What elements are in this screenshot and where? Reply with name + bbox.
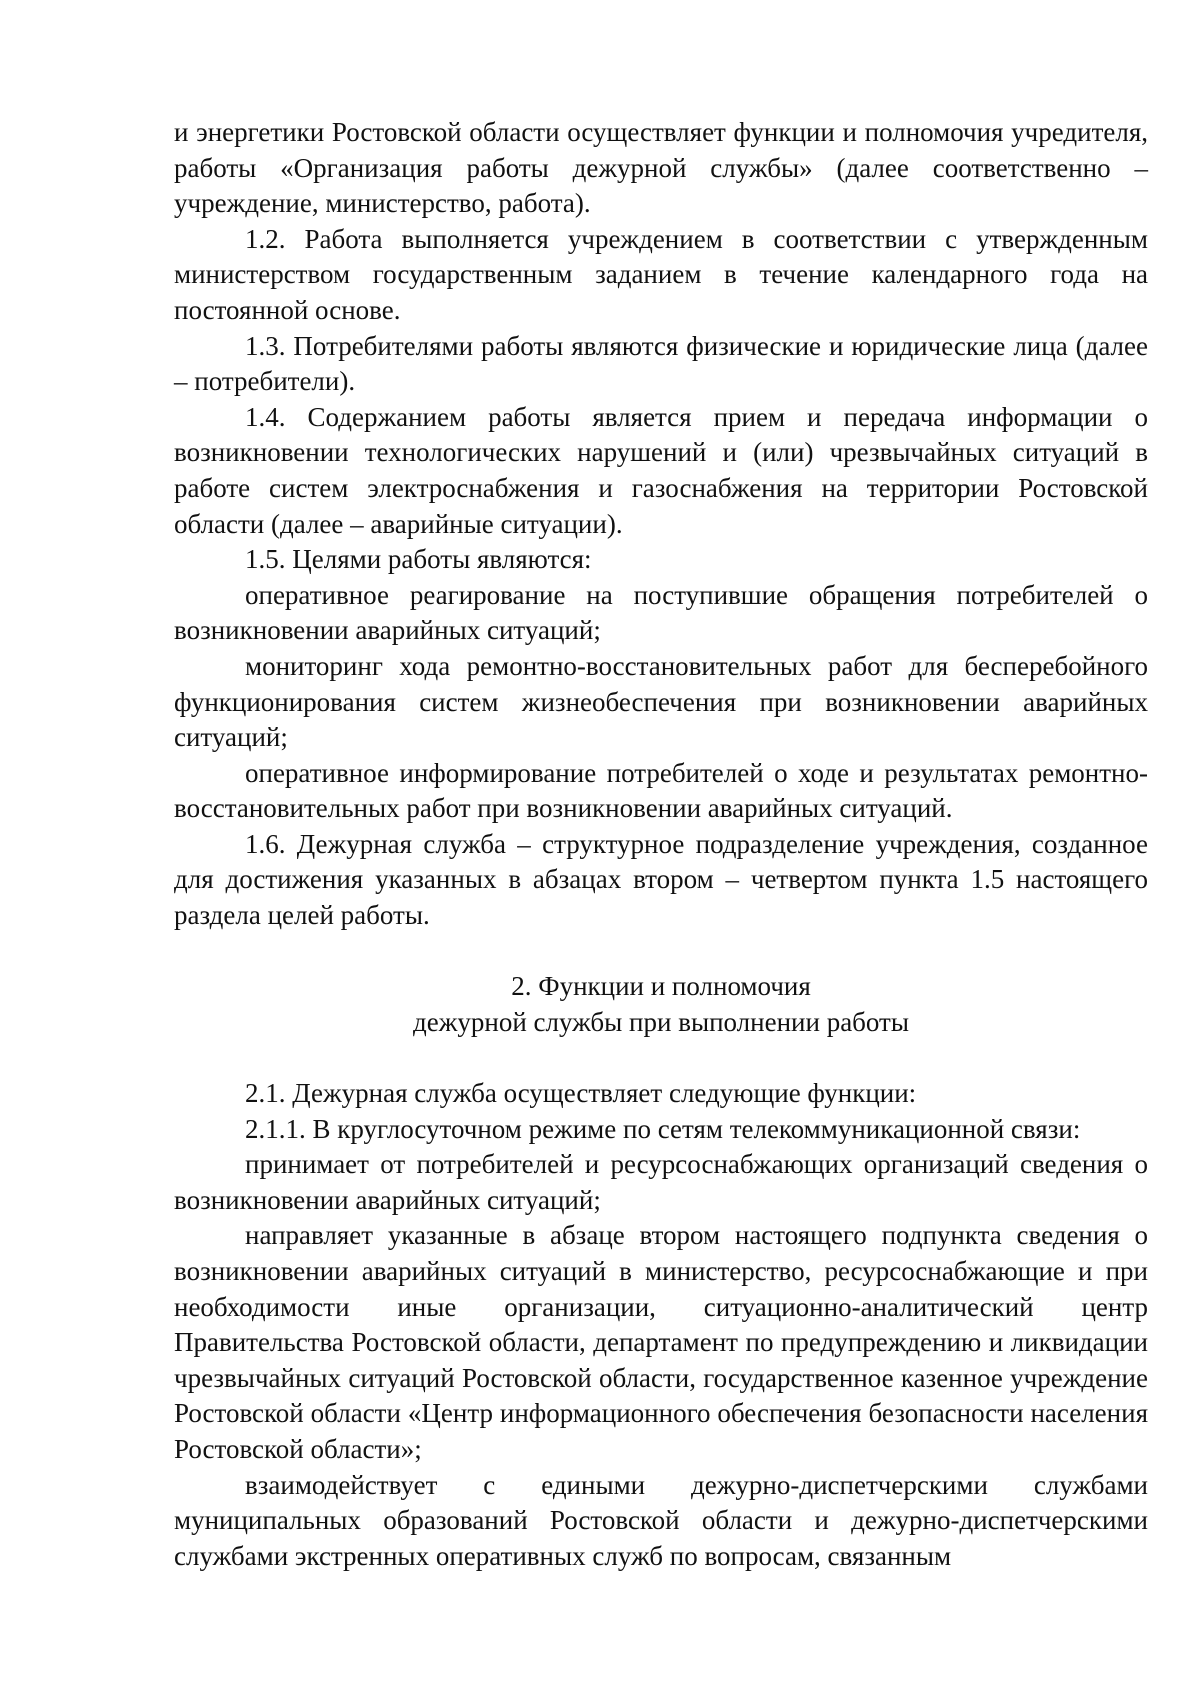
- section-heading-line-1: 2. Функции и полномочия: [511, 971, 811, 1002]
- paragraph-interacts: взаимодействует с едиными дежурно-диспетчерскими службами муниципальных образований Ростовской области и дежурно-диспетчерскими службами экстренных оперативных служб по вопросам, связанным: [174, 1469, 1148, 1571]
- paragraph-goal-1: оперативное реагирование на поступившие обращения потребителей о возникновении аварийных ситуаций;: [174, 579, 1148, 646]
- section-heading: [174, 969, 1148, 1040]
- paragraph-1-6: 1.6. Дежурная служба – структурное подразделение учреждения, созданное для достижения указанных в абзацах втором – четвертом пункта 1.5 настоящего раздела целей работы.: [174, 828, 1148, 931]
- paragraph-1-2: 1.2. Работа выполняется учреждением в соответствии с утвержденным министерством государственным заданием в течение календарного года на постоянной основе.: [174, 223, 1148, 325]
- document-body: [174, 115, 1148, 1574]
- paragraph-goal-2: мониторинг хода ремонтно-восстановительных работ для бесперебойного функционирования систем жизнеобеспечения при возникновении аварийных ситуаций;: [174, 650, 1148, 753]
- section-heading-line-2: дежурной службы при выполнении работы: [413, 1006, 909, 1037]
- paragraph-2-1-1: 2.1.1. В круглосуточном режиме по сетям телекоммуникационной связи:: [245, 1113, 1081, 1144]
- paragraph-sends: направляет указанные в абзаце втором настоящего подпункта сведения о возникновении аварийных ситуаций в министерство, ресурсоснабжающие и при необходимости иные организации, ситуационно-аналитический центр Правительства Ростовской области, департамент по предупреждению и ликвидации чрезвычайных ситуаций Ростовской области, государственное казенное учреждение Ростовской области «Центр информационного обеспечения безопасности населения Ростовской области»;: [174, 1220, 1148, 1464]
- paragraph-accepts: принимает от потребителей и ресурсоснабжающих организаций сведения о возникновении аварийных ситуаций;: [174, 1149, 1148, 1215]
- paragraph-1-5: 1.5. Целями работы являются:: [245, 544, 592, 575]
- paragraph-2-1: 2.1. Дежурная служба осуществляет следующие функции:: [245, 1078, 917, 1109]
- paragraph-1-4: 1.4. Содержанием работы является прием и передача информации о возникновении технологических нарушений и (или) чрезвычайных ситуаций в работе систем электроснабжения и газоснабжения на территории Ростовской области (далее – аварийные ситуации).: [174, 401, 1148, 539]
- paragraph-continuation: и энергетики Ростовской области осуществляет функции и полномочия учредителя, работы «Организация работы дежурной службы» (далее соответственно – учреждение, министерство, работа).: [174, 117, 1148, 219]
- paragraph-goal-3: оперативное информирование потребителей о ходе и результатах ремонтно-восстановительных работ при возникновении аварийных ситуаций.: [174, 757, 1148, 824]
- paragraph-1-3: 1.3. Потребителями работы являются физические и юридические лица (далее – потребители).: [174, 330, 1148, 397]
